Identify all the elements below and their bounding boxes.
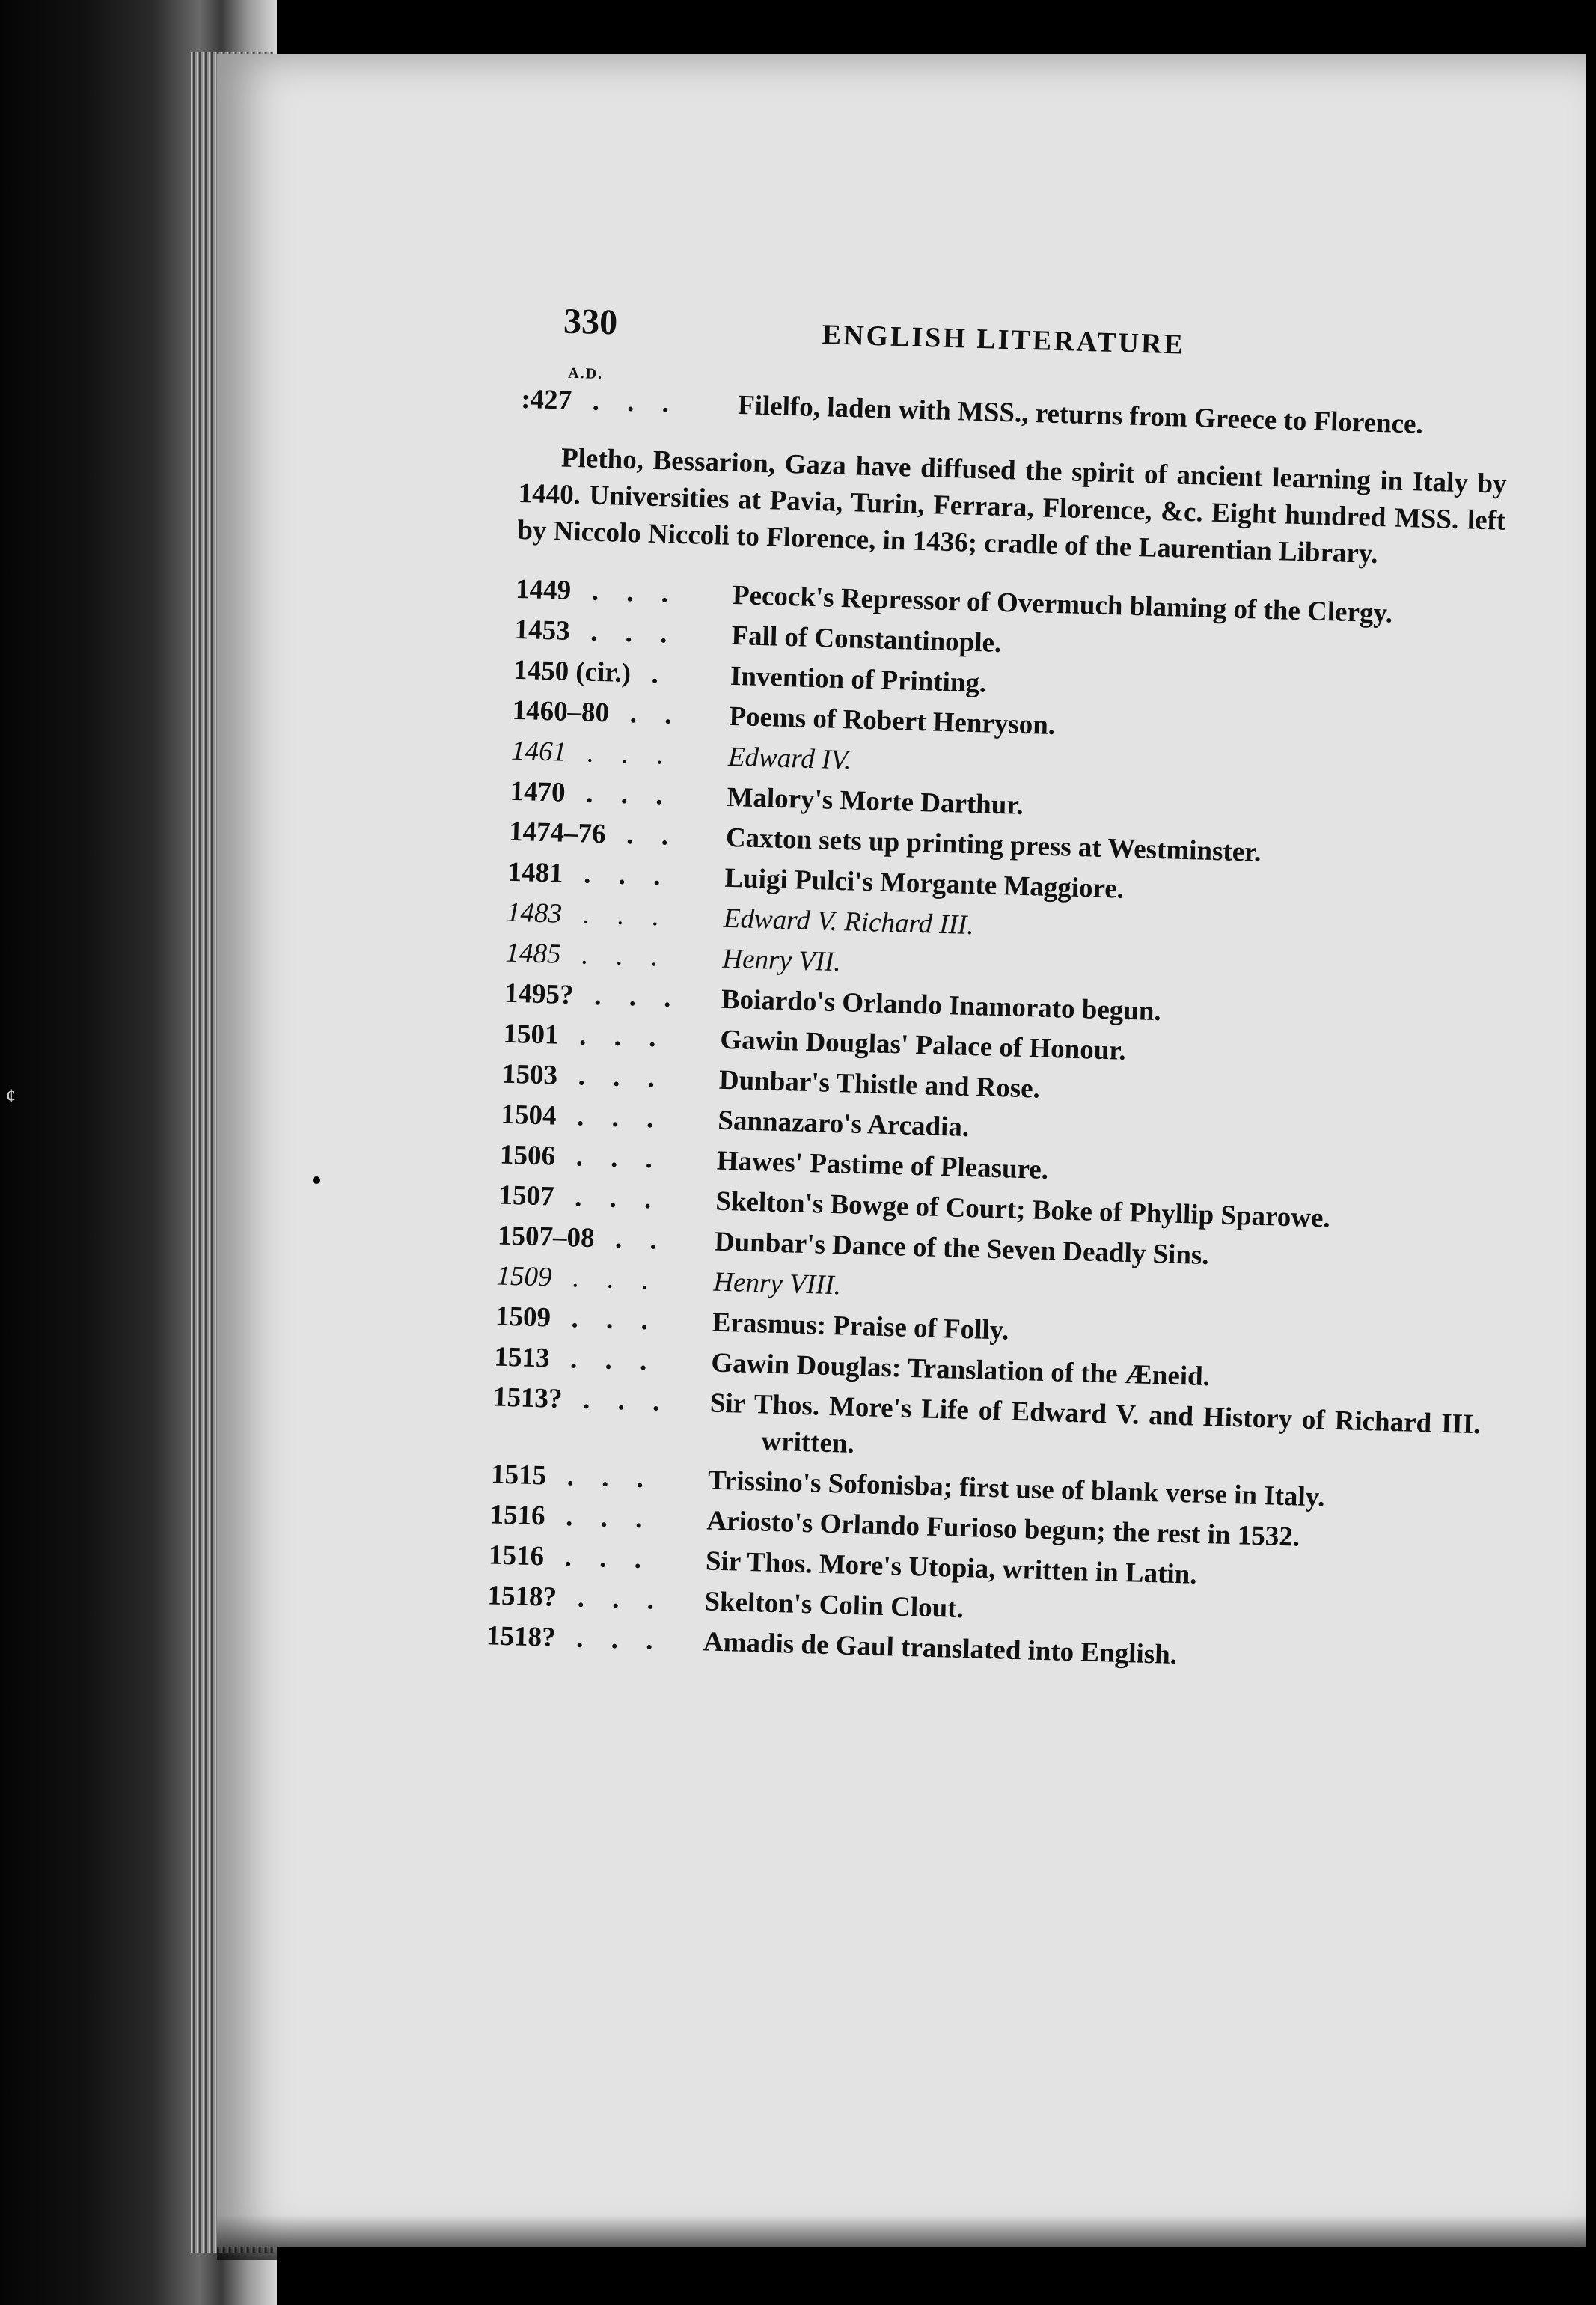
page-shadow [217,2215,1586,2260]
edge-mark: ¢ [6,1085,16,1107]
entry-text: Pecock's Repressor of Overmuch blaming of the Clergy. [732,579,1393,629]
entry-date: 1507–08 . . [497,1220,668,1256]
entry-text: Hawes' Pastime of Pleasure. [716,1145,1049,1186]
narrative-paragraph: Pletho, Bessarion, Gaza have diffused the spirit of ancient learning in Italy by 1440. Universities at Pavia, Turin, Ferrara, Florence, &c. Eight hundred MSS. left by Niccolo Niccoli to Florence, in 1436; cradle of the Laurentian Library. [516,442,1508,570]
entry-date: 1481 . . . [507,856,672,892]
entry-text: Poems of Robert Henryson. [728,700,1056,742]
entry-date: 1483 . . . [506,897,670,932]
running-head: ENGLISH LITERATURE [822,319,1186,361]
entry-date: 1506 . . . [499,1139,664,1175]
entry-text: Henry VII. [721,943,842,978]
entry-text: Skelton's Bowge of Court; Boke of Phyllip Sparowe. [715,1185,1331,1234]
chronology-list [486,571,1503,1682]
entry-text: Trissino's Sofonisba; first use of blank verse in Italy. [707,1465,1326,1513]
entry-date: 1513? . . . [492,1382,671,1418]
entry-date: 1518? . . . [487,1580,665,1616]
entry-text: Skelton's Colin Clout. [703,1586,964,1625]
entry-date: 1518? . . . [486,1620,664,1656]
entry-date: 1453 . . . [514,614,679,650]
entry-date: 1449 . . . [515,573,679,609]
entry-text: Gawin Douglas: Translation of the Æneid. [710,1347,1211,1393]
entry-text: Sannazaro's Arcadia. [717,1105,970,1144]
entry-text: Ariosto's Orlando Furioso begun; the rest in 1532. [706,1505,1300,1553]
entry-date: 1507 . . . [498,1179,663,1215]
entry-text: Invention of Printing. [730,660,987,699]
entry-text: Edward V. Richard III. [723,903,975,941]
stray-mark [313,1176,320,1184]
entry-text: Dunbar's Dance of the Seven Deadly Sins. [714,1226,1210,1271]
entry-text: Caxton sets up printing press at Westminster. [725,822,1262,868]
entry-text: Sir Thos. More's Utopia, written in Latin. [705,1545,1198,1590]
entry-date: 1450 (cir.) . [513,654,670,690]
page-number: 330 [563,301,618,343]
entry-text: Henry VIII. [712,1266,842,1301]
entry-date: 1509 . . . [495,1260,661,1296]
entry-text: Malory's Morte Darthur. [726,781,1024,821]
entry-date: 1485 . . . [505,937,670,973]
entry-date: 1503 . . . [501,1058,666,1094]
entry-date: 1516 . . . [489,1499,654,1535]
entry-text: Edward IV. [727,741,852,776]
entry-date: 1460–80 . . [512,694,683,731]
entry-text: Filelfo, laden with MSS., returns from Greece to Florence. [737,390,1424,440]
entry-date: 1495? . . . [504,977,682,1014]
entry-text: Amadis de Gaul translated into English. [703,1626,1178,1671]
entry-text: Sir Thos. More's Life of Edward V. and History of Richard III. written. [709,1387,1482,1459]
entry-date: 1509 . . . [495,1301,659,1337]
entry-date: 1461 . . . [510,735,675,771]
entry-text: Fall of Constantinople. [730,620,1002,659]
entry-date: 1504 . . . [501,1099,665,1135]
entry-date: 1513 . . . [493,1341,658,1377]
entry-text: Gawin Douglas' Palace of Honour. [719,1024,1127,1066]
entry-date: 1515 . . . [490,1459,655,1495]
entry-date: 1474–76 . . [508,816,679,852]
entry-date: 1501 . . . [503,1018,667,1054]
entry-date: 1516 . . . [488,1539,652,1575]
entry-date: 1470 . . . [510,775,674,811]
page-text-block [486,299,1511,1685]
entry-text: Boiardo's Orlando Inamorato begun. [721,983,1162,1028]
entry-date: :427 . . . [520,383,680,419]
era-label: A.D. [567,364,604,382]
entry-text: Dunbar's Thistle and Rose. [718,1064,1041,1105]
entry-text: Erasmus: Praise of Folly. [712,1307,1010,1346]
entry-text: Luigi Pulci's Morgante Maggiore. [724,862,1125,905]
